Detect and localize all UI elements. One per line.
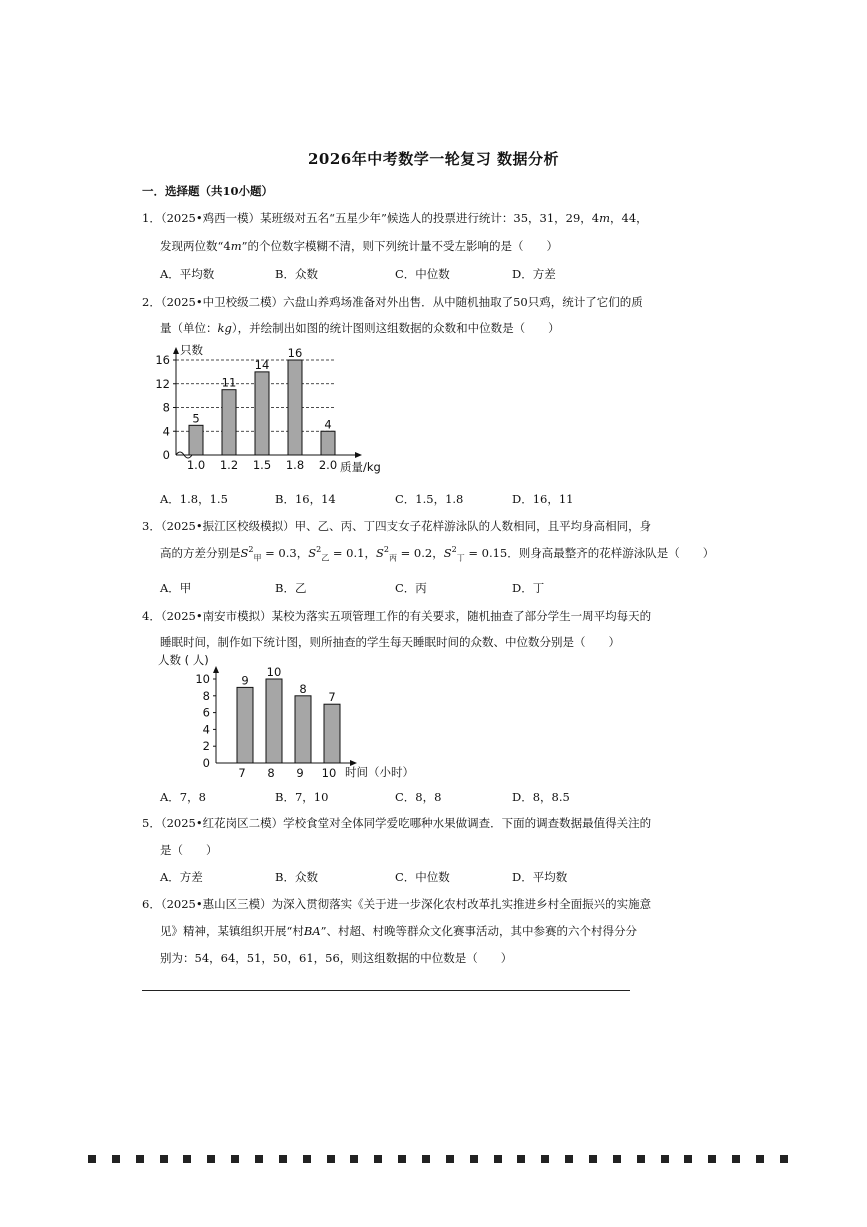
binding-mark xyxy=(207,1155,215,1163)
option-a[interactable]: A．方差 xyxy=(160,870,203,884)
x-tick-label: 1.8 xyxy=(285,458,305,472)
binding-mark xyxy=(661,1155,669,1163)
binding-mark xyxy=(446,1155,454,1163)
option-a[interactable]: A．平均数 xyxy=(160,267,215,281)
binding-mark xyxy=(422,1155,430,1163)
bar-value-label: 8 xyxy=(299,681,307,696)
bar-value-label: 10 xyxy=(266,665,282,679)
bar xyxy=(189,425,203,455)
x-tick-label: 2.0 xyxy=(318,458,338,472)
x-tick-label: 7 xyxy=(238,766,246,780)
binding-mark xyxy=(494,1155,502,1163)
bar xyxy=(288,360,302,455)
binding-marks xyxy=(88,1153,788,1165)
option-c[interactable]: C．丙 xyxy=(395,581,427,595)
question-2-line-1: 2．（2025•中卫校级二模）六盘山养鸡场准备对外出售．从中随机抽取了50只鸡，统计了它们的质 xyxy=(142,295,643,309)
x-axis-arrow xyxy=(355,452,362,458)
page-title: 2026年中考数学一轮复习 数据分析 xyxy=(308,150,559,168)
binding-mark xyxy=(470,1155,478,1163)
y-tick-label: 10 xyxy=(195,672,210,686)
binding-mark xyxy=(398,1155,406,1163)
binding-mark xyxy=(708,1155,716,1163)
binding-mark xyxy=(565,1155,573,1163)
y-tick-label: 4 xyxy=(162,424,170,439)
binding-mark xyxy=(517,1155,525,1163)
section-title: 一．选择题（共10小题） xyxy=(142,184,274,198)
y-axis-label: 人数 ( 人) xyxy=(158,653,209,667)
option-d[interactable]: D．8，8.5 xyxy=(512,790,570,804)
question-3-line-1: 3．（2025•振江区校级模拟）甲、乙、丙、丁四支女子花样游泳队的人数相同，且平均身高相同，身 xyxy=(142,519,652,533)
binding-mark xyxy=(637,1155,645,1163)
binding-mark xyxy=(327,1155,335,1163)
question-2-line-2: 量（单位：kg），并绘制出如图的统计图则这组数据的众数和中位数是（ ） xyxy=(160,321,560,335)
x-tick-label: 9 xyxy=(296,766,304,780)
x-tick-label: 1.0 xyxy=(186,458,206,472)
bar-value-label: 7 xyxy=(328,690,336,705)
question-4-line-2: 睡眠时间，制作如下统计图，则所抽查的学生每天睡眠时间的众数、中位数分别是（ ） xyxy=(160,635,620,649)
bar xyxy=(237,687,253,763)
x-axis-label: 质量/kg xyxy=(340,460,381,474)
question-1-line-1: 1．（2025•鸡西一模）某班级对五名“五星少年”候选人的投票进行统计：35，31，29，4m，44， xyxy=(142,211,648,225)
binding-mark xyxy=(374,1155,382,1163)
x-tick-label: 1.2 xyxy=(219,458,239,472)
x-tick-label: 1.5 xyxy=(252,458,272,472)
bar xyxy=(255,372,269,455)
bar xyxy=(321,431,335,455)
binding-mark xyxy=(231,1155,239,1163)
y-tick-label: 8 xyxy=(162,400,170,415)
bar xyxy=(222,390,236,455)
binding-mark xyxy=(88,1155,96,1163)
chart-sleep-time xyxy=(150,650,450,784)
question-5-line-2: 是（ ） xyxy=(160,843,218,857)
binding-mark xyxy=(255,1155,263,1163)
y-tick-label: 16 xyxy=(155,353,170,367)
y-tick-label: 0 xyxy=(202,756,210,770)
bar-value-label: 5 xyxy=(192,411,200,426)
option-d[interactable]: D．方差 xyxy=(512,267,556,281)
footer-rule xyxy=(142,990,630,991)
option-d[interactable]: D．丁 xyxy=(512,581,545,595)
x-tick-label: 10 xyxy=(321,766,337,780)
question-6-line-2: 见》精神，某镇组织开展“村BA”、村超、村晚等群众文化赛事活动，其中参赛的六个村得分分 xyxy=(160,924,638,938)
bar xyxy=(324,704,340,763)
binding-mark xyxy=(303,1155,311,1163)
binding-mark xyxy=(613,1155,621,1163)
y-tick-label: 4 xyxy=(202,722,210,737)
option-b[interactable]: B．16，14 xyxy=(275,492,336,506)
option-b[interactable]: B．乙 xyxy=(275,581,307,595)
y-tick-label: 8 xyxy=(202,688,210,703)
binding-mark xyxy=(112,1155,120,1163)
bar-value-label: 11 xyxy=(221,375,237,390)
option-a[interactable]: A．1.8，1.5 xyxy=(160,492,228,506)
question-6-line-1: 6．（2025•惠山区三模）为深入贯彻落实《关于进一步深化农村改革扎实推进乡村全面振兴的实施意 xyxy=(142,897,652,911)
option-a[interactable]: A．7，8 xyxy=(160,790,206,804)
bar xyxy=(295,696,311,763)
question-1-line-2: 发现两位数“4m”的个位数字模糊不清，则下列统计量不受左影响的是（ ） xyxy=(160,239,558,253)
binding-mark xyxy=(589,1155,597,1163)
y-axis-arrow xyxy=(173,347,179,354)
bar xyxy=(266,679,282,763)
bar-value-label: 4 xyxy=(324,417,332,432)
option-d[interactable]: D．平均数 xyxy=(512,870,568,884)
x-tick-label: 8 xyxy=(267,766,275,780)
binding-mark xyxy=(732,1155,740,1163)
option-c[interactable]: C．中位数 xyxy=(395,870,450,884)
option-d[interactable]: D．16，11 xyxy=(512,492,574,506)
binding-mark xyxy=(780,1155,788,1163)
question-6-line-3: 别为：54，64，51，50，61，56，则这组数据的中位数是（ ） xyxy=(160,951,513,965)
binding-mark xyxy=(136,1155,144,1163)
option-c[interactable]: C．8，8 xyxy=(395,790,442,804)
binding-mark xyxy=(684,1155,692,1163)
option-c[interactable]: C．1.5，1.8 xyxy=(395,492,464,506)
y-tick-label: 12 xyxy=(155,376,170,391)
option-b[interactable]: B．众数 xyxy=(275,267,318,281)
binding-mark xyxy=(350,1155,358,1163)
question-4-line-1: 4．（2025•南安市模拟）某校为落实五项管理工作的有关要求，随机抽查了部分学生一周平均每天的 xyxy=(142,609,652,623)
x-axis-label: 时间（小时） xyxy=(345,765,414,779)
option-b[interactable]: B．众数 xyxy=(275,870,318,884)
y-axis-arrow xyxy=(213,666,219,673)
option-b[interactable]: B．7，10 xyxy=(275,790,329,804)
y-tick-label: 2 xyxy=(202,739,210,754)
y-axis-label: 只数 xyxy=(180,343,203,357)
y-tick-label: 0 xyxy=(162,448,170,462)
binding-mark xyxy=(541,1155,549,1163)
binding-mark xyxy=(279,1155,287,1163)
bar-value-label: 16 xyxy=(287,346,303,360)
binding-mark xyxy=(183,1155,191,1163)
binding-mark xyxy=(756,1155,764,1163)
option-c[interactable]: C．中位数 xyxy=(395,267,450,281)
question-3-line-2: 高的方差分别是$S^2_甲 = 0.3$，$S^2_乙 = 0.1$，$S^2_丙 = 0.2$，$S^2_丁 = 0.15$．则身高最整齐的花样游泳队是（ ） xyxy=(160,545,715,563)
option-a[interactable]: A．甲 xyxy=(160,581,192,595)
bar-value-label: 9 xyxy=(241,673,249,688)
binding-mark xyxy=(160,1155,168,1163)
question-5-line-1: 5．（2025•红花岗区二模）学校食堂对全体同学爱吃哪种水果做调查．下面的调查数据最值得关注的 xyxy=(142,816,652,830)
chart-chicken-weight xyxy=(150,340,410,480)
bar-value-label: 14 xyxy=(254,357,270,372)
y-tick-label: 6 xyxy=(202,705,210,720)
